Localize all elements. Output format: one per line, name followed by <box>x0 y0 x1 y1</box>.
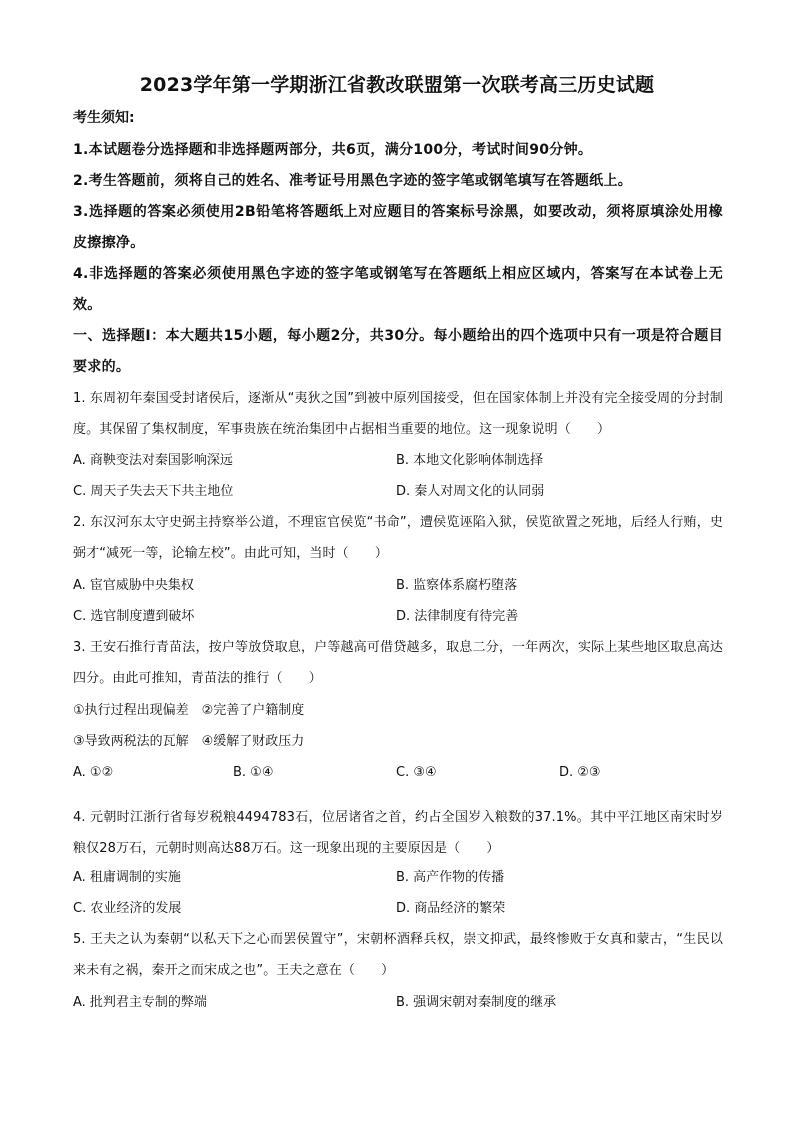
question-5-stem: 5. 王夫之认为秦朝“以私天下之心而罢侯置守”，宋朝杯酒释兵权，崇文抑武，最终惨败于女真和蒙古，“生民以来未有之祸，秦开之而宋成之也”。王夫之意在（ ） <box>73 932 723 978</box>
notice-label: 考生须知: <box>73 110 135 126</box>
question-2-stem: 2. 东汉河东太守史弼主持察举公道，不理宦官侯览“书命”，遭侯览诬陷入狱，侯览欲置之死地，后经人行贿，史弼才“减死一等，论输左校”。由此可知，当时（ ） <box>73 515 723 561</box>
question-4-option-d[interactable]: D. 商品经济的繁荣 <box>396 901 506 916</box>
question-1-option-d[interactable]: D. 秦人对周文化的认同弱 <box>396 484 545 499</box>
question-5-option-a[interactable]: A. 批判君主专制的弊端 <box>73 995 207 1010</box>
question-4-option-a[interactable]: A. 租庸调制的实施 <box>73 870 181 885</box>
question-2-option-b[interactable]: B. 监察体系腐朽堕落 <box>396 578 518 593</box>
section-heading: 一、选择题Ⅰ：本大题共15小题，每小题2分，共30分。每小题给出的四个选项中只有一项是符合题目要求的。 <box>73 328 723 375</box>
question-3-stem: 3. 王安石推行青苗法，按户等放贷取息，户等越高可借贷越多，取息二分，一年两次，实际上某些地区取息高达四分。由此可推知，青苗法的推行（ ） <box>73 640 723 686</box>
question-2-option-c[interactable]: C. 选官制度遭到破坏 <box>73 609 195 624</box>
rule-3: 3.选择题的答案必须使用2B铅笔将答题纸上对应题目的答案标号涂黑，如要改动，须将原填涂处用橡皮擦擦净。 <box>73 204 723 251</box>
question-3-option-d[interactable]: D. ②③ <box>559 765 601 780</box>
question-3-statement-row-2: ③导致两税法的瓦解 ④缓解了财政压力 <box>73 734 305 749</box>
rule-1: 1.本试题卷分选择题和非选择题两部分，共6页，满分100分，考试时间90分钟。 <box>73 142 593 158</box>
rule-4: 4.非选择题的答案必须使用黑色字迹的签字笔或钢笔写在答题纸上相应区域内，答案写在本试卷上无效。 <box>73 266 723 313</box>
rule-2: 2.考生答题前，须将自己的姓名、准考证号用黑色字迹的签字笔或钢笔填写在答题纸上。 <box>73 173 633 189</box>
question-1-option-b[interactable]: B. 本地文化影响体制选择 <box>396 453 544 468</box>
question-3-statement-row-1: ①执行过程出现偏差 ②完善了户籍制度 <box>73 703 305 718</box>
question-3-option-b[interactable]: B. ①④ <box>233 765 274 780</box>
question-4-option-c[interactable]: C. 农业经济的发展 <box>73 901 182 916</box>
exam-title: 2023学年第一学期浙江省教改联盟第一次联考高三历史试题 <box>139 74 655 96</box>
question-4-stem: 4. 元朝时江浙行省每岁税粮4494783石，位居诸省之首，约占全国岁入粮数的37.1%。其中平江地区南宋时岁粮仅28万石，元朝时则高达88万石。这一现象出现的主要原因是（ ） <box>73 810 723 856</box>
question-1-stem: 1. 东周初年秦国受封诸侯后，逐渐从“夷狄之国”到被中原列国接受，但在国家体制上并没有完全接受周的分封制度。其保留了集权制度，军事贵族在统治集团中占据相当重要的地位。这一现象说明（ ） <box>73 391 723 437</box>
question-2-option-d[interactable]: D. 法律制度有待完善 <box>396 609 519 624</box>
question-5-option-b[interactable]: B. 强调宋朝对秦制度的继承 <box>396 995 557 1010</box>
question-2-option-a[interactable]: A. 宦官威胁中央集权 <box>73 578 194 593</box>
question-1-option-a[interactable]: A. 商鞅变法对秦国影响深远 <box>73 453 233 468</box>
question-4-option-b[interactable]: B. 高产作物的传播 <box>396 870 505 885</box>
question-3-option-a[interactable]: A. ①② <box>73 765 114 780</box>
question-3-option-c[interactable]: C. ③④ <box>396 765 437 780</box>
question-1-option-c[interactable]: C. 周天子失去天下共主地位 <box>73 484 234 499</box>
